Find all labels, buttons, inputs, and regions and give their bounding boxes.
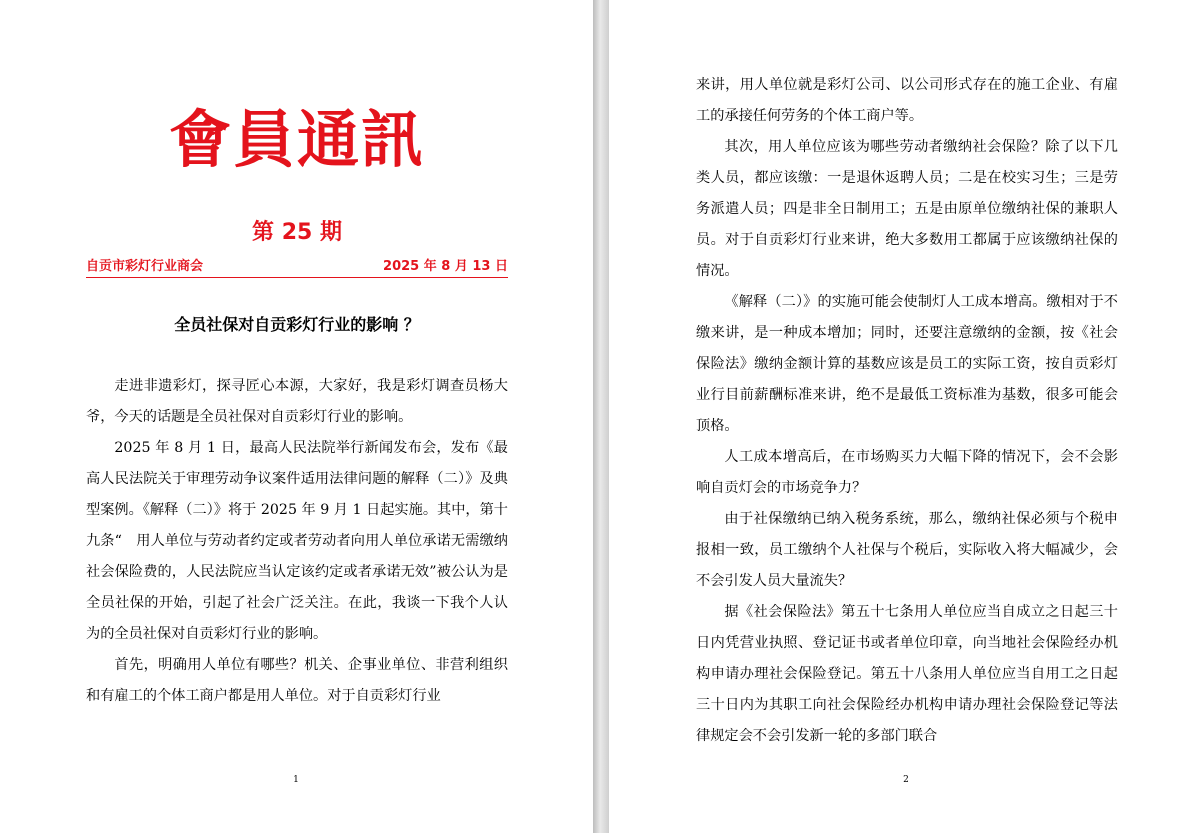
newsletter-masthead: 會員通訊 — [168, 103, 425, 176]
paragraph: 其次，用人单位应该为哪些劳动者缴纳社会保险？除了以下几类人员，都应该缴：一是退休返聘人员；二是在校实习生；三是劳务派遣人员；四是非全日制用工；五是由原单位缴纳社保的兼职人员。对于自贡彩灯行业来讲，绝大多数用工都属于应该缴纳社保的情况。 — [696, 139, 1118, 279]
organization-name: 自贡市彩灯行业商会 — [86, 259, 204, 274]
publication-date: 2025 年 8 月 13 日 — [383, 259, 508, 274]
paragraph: 人工成本增高后，在市场购买力大幅下降的情况下，会不会影响自贡灯会的市场竞争力？ — [696, 449, 1118, 496]
article-title: 全员社保对自贡彩灯行业的影响 ？ — [174, 315, 420, 334]
paragraph: 首先，明确用人单位有哪些？机关、企事业单位、非营利组织和有雇工的个体工商户都是用人单位。对于自贡彩灯行业 — [86, 657, 508, 704]
page-gutter — [593, 0, 609, 833]
issue-number: 第 25 期 — [252, 220, 342, 245]
publication-header-row — [86, 258, 508, 278]
paragraph: 《解释（二）》的实施可能会使制灯人工成本增高。缴相对于不缴来讲，是一种成本增加；同时，还要注意缴纳的金额，按《社会保险法》缴纳金额计算的基数应该是员工的实际工资，按自贡彩灯业行目前薪酬标准来讲，绝不是最低工资标准为基数，很多可能会顶格。 — [696, 294, 1118, 434]
page-number-1: 1 — [293, 775, 299, 785]
page2-body — [696, 70, 1118, 752]
paragraph: 2025 年 8 月 1 日，最高人民法院举行新闻发布会，发布《最高人民法院关于审理劳动争议案件适用法律问题的解释（二）》及典型案例。《解释（二）》将于 2025 年 9 月 1 日起实施。其中，第十九条“ 用人单位与劳动者约定或者劳动者向用人单位承诺无需缴纳社会保险费的，人民法院应当认定该约定或者承诺无效”被公认为是全员社保的开始，引起了社会广泛关注。在此，我谈一下我个人认为的全员社保对自贡彩灯行业的影响。 — [86, 440, 508, 642]
paragraph: 走进非遗彩灯，探寻匠心本源，大家好，我是彩灯调查员杨大爷，今天的话题是全员社保对自贡彩灯行业的影响。 — [86, 378, 508, 425]
page-number-2: 2 — [903, 775, 909, 785]
page1-body — [86, 371, 508, 712]
paragraph-continuation: 来讲，用人单位就是彩灯公司、以公司形式存在的施工企业、有雇工的承接任何劳务的个体工商户等。 — [696, 77, 1118, 124]
paragraph: 由于社保缴纳已纳入税务系统，那么，缴纳社保必须与个税申报相一致，员工缴纳个人社保与个税后，实际收入将大幅减少，会不会引发人员大量流失？ — [696, 511, 1118, 589]
paragraph: 据《社会保险法》第五十七条用人单位应当自成立之日起三十日内凭营业执照、登记证书或者单位印章，向当地社会保险经办机构申请办理社会保险登记。第五十八条用人单位应当自用工之日起三十日内为其职工向社会保险经办机构申请办理社会保险登记等法律规定会不会引发新一轮的多部门联合 — [696, 604, 1118, 744]
